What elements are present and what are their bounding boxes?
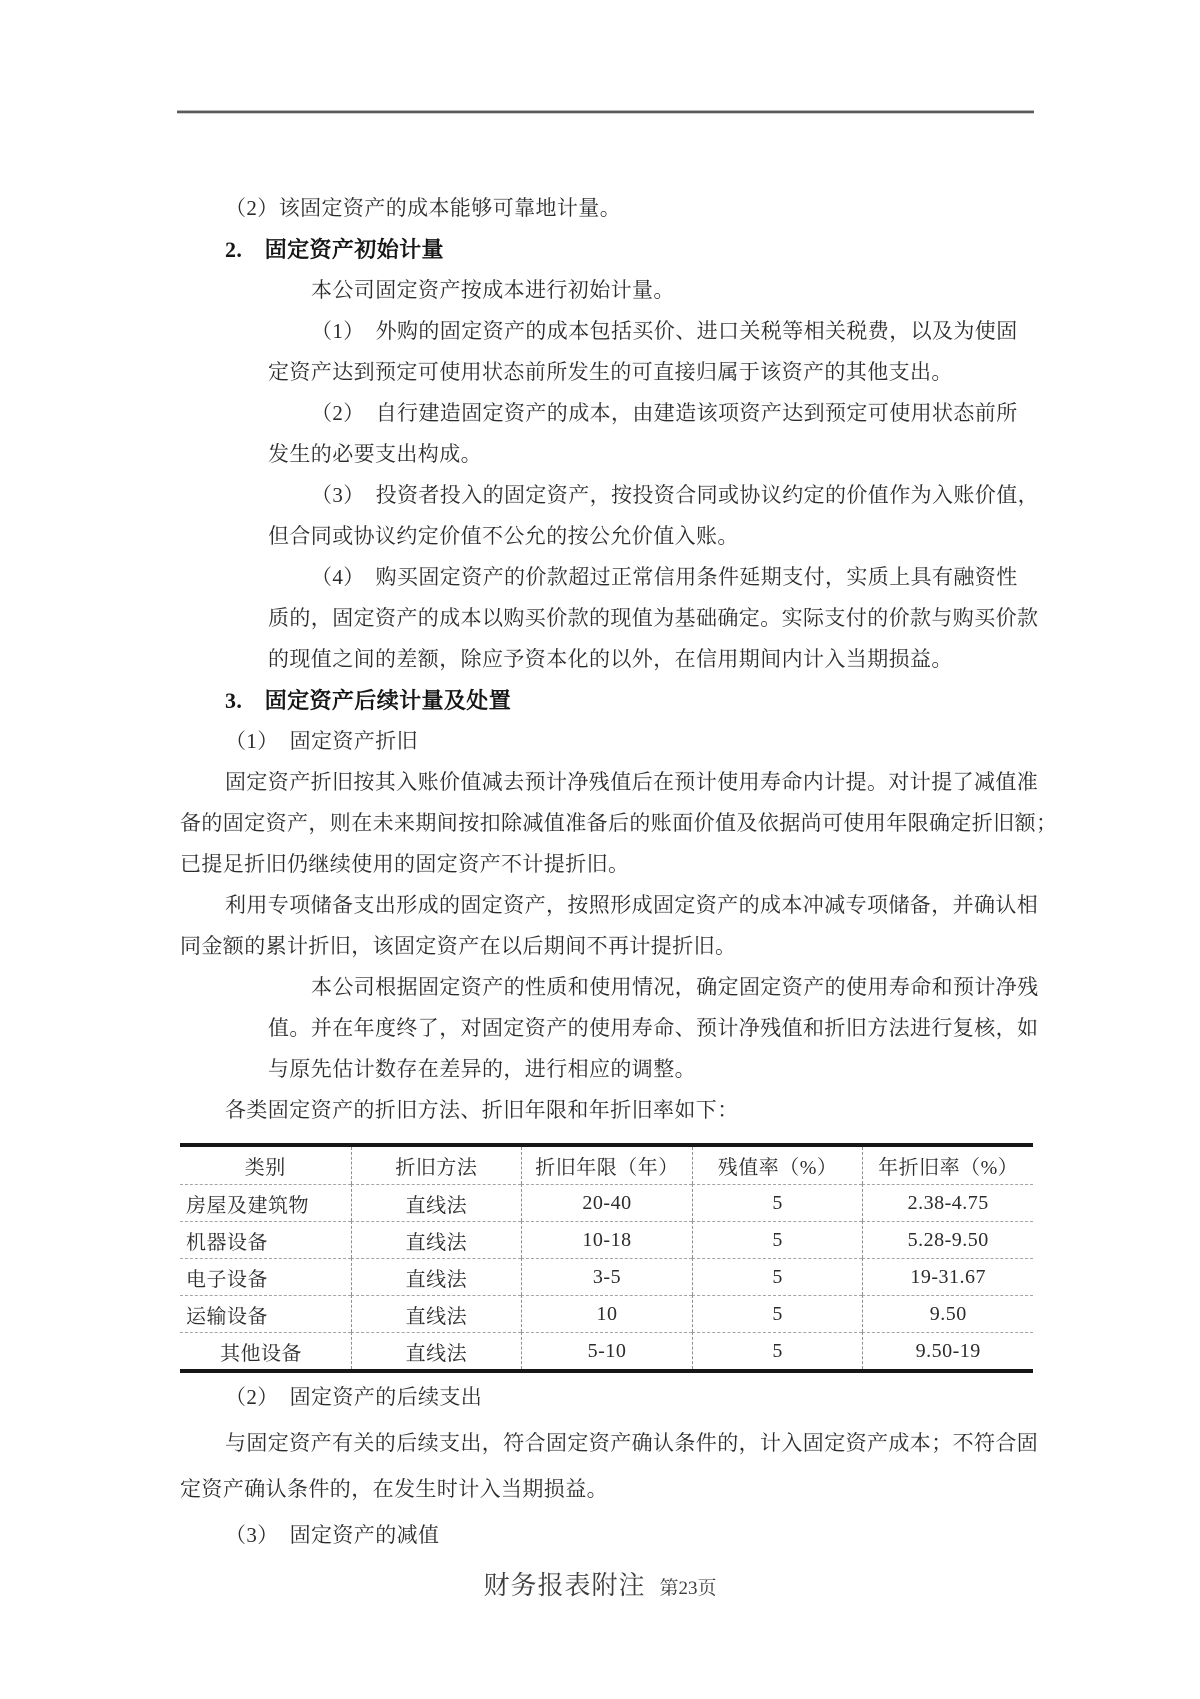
text-line: 备的固定资产，则在未来期间按扣除减值准备后的账面价值及依据尚可使用年限确定折旧额； [180, 811, 1058, 835]
table-cell: 10-18 [521, 1221, 692, 1258]
table-cell-category: 机器设备 [180, 1221, 351, 1258]
section-heading: 3. 固定资产后续计量及处置 [225, 688, 512, 713]
text-line: （3） 固定资产的减值 [225, 1523, 440, 1547]
footer-page-number: 第23页 [659, 1578, 717, 1599]
text-line: 各类固定资产的折旧方法、折旧年限和年折旧率如下： [225, 1098, 739, 1122]
footer-title: 财务报表附注 [483, 1571, 646, 1600]
table-header-cell: 年折旧率（%） [862, 1147, 1033, 1184]
table-cell: 9.50-19 [862, 1332, 1033, 1369]
table-cell: 5 [692, 1295, 863, 1332]
text-line: 本公司固定资产按成本进行初始计量。 [311, 278, 675, 302]
text-line: 同金额的累计折旧，该固定资产在以后期间不再计提折旧。 [180, 934, 737, 958]
table-cell: 3-5 [521, 1258, 692, 1295]
table-cell: 直线法 [351, 1184, 522, 1221]
body-text-block-after-table [180, 1374, 1039, 1558]
text-line: 但合同或协议约定价值不公允的按公允价值入账。 [268, 524, 739, 548]
table-header-cell: 折旧方法 [351, 1147, 522, 1184]
table-cell: 2.38-4.75 [862, 1184, 1033, 1221]
table-row [180, 1184, 1033, 1221]
table-cell-category: 运输设备 [180, 1295, 351, 1332]
table-cell-category: 其他设备 [180, 1332, 351, 1369]
table-row [180, 1332, 1033, 1369]
text-line: 质的，固定资产的成本以购买价款的现值为基础确定。实际支付的价款与购买价款 [268, 606, 1039, 630]
table-cell: 直线法 [351, 1295, 522, 1332]
table-cell-category: 电子设备 [180, 1258, 351, 1295]
text-line: 本公司根据固定资产的性质和使用情况，确定固定资产的使用寿命和预计净残 [311, 975, 1039, 999]
text-line: 固定资产折旧按其入账价值减去预计净残值后在预计使用寿命内计提。对计提了减值准 [225, 770, 1039, 794]
table-cell: 直线法 [351, 1221, 522, 1258]
depreciation-table [180, 1143, 1033, 1373]
text-line: （1） 固定资产折旧 [225, 729, 418, 753]
table-header-cell: 折旧年限（年） [521, 1147, 692, 1184]
page-footer [0, 1565, 1200, 1602]
text-line: （4） 购买固定资产的价款超过正常信用条件延期支付，实质上具有融资性 [311, 565, 1018, 589]
table-cell: 5 [692, 1258, 863, 1295]
text-line: 已提足折旧仍继续使用的固定资产不计提折旧。 [180, 852, 630, 876]
table-cell: 5 [692, 1332, 863, 1369]
text-line: 与原先估计数存在差异的，进行相应的调整。 [268, 1057, 696, 1081]
text-line: （2） 固定资产的后续支出 [225, 1385, 483, 1409]
table-row [180, 1258, 1033, 1295]
text-line: 值。并在年度终了，对固定资产的使用寿命、预计净残值和折旧方法进行复核，如 [268, 1016, 1039, 1040]
table-header-cell: 残值率（%） [692, 1147, 863, 1184]
table-cell: 19-31.67 [862, 1258, 1033, 1295]
text-line: 定资产达到预定可使用状态前所发生的可直接归属于该资产的其他支出。 [268, 360, 953, 384]
text-line: 的现值之间的差额，除应予资本化的以外，在信用期间内计入当期损益。 [268, 647, 953, 671]
page-header-rule [177, 110, 1034, 114]
table-header-row [180, 1147, 1033, 1184]
table-cell: 10 [521, 1295, 692, 1332]
text-line: 发生的必要支出构成。 [268, 442, 482, 466]
text-line: 利用专项储备支出形成的固定资产，按照形成固定资产的成本冲减专项储备，并确认相 [225, 893, 1039, 917]
table-cell: 5 [692, 1184, 863, 1221]
table-cell: 5.28-9.50 [862, 1221, 1033, 1258]
text-line: 定资产确认条件的，在发生时计入当期损益。 [180, 1477, 608, 1501]
table-cell: 5-10 [521, 1332, 692, 1369]
table-row [180, 1295, 1033, 1332]
table-cell: 9.50 [862, 1295, 1033, 1332]
table-cell: 20-40 [521, 1184, 692, 1221]
table-cell: 5 [692, 1221, 863, 1258]
text-line: （2） 自行建造固定资产的成本，由建造该项资产达到预定可使用状态前所 [311, 401, 1018, 425]
table-row [180, 1221, 1033, 1258]
text-line: （1） 外购的固定资产的成本包括买价、进口关税等相关税费，以及为使固 [311, 319, 1018, 343]
section-heading: 2. 固定资产初始计量 [225, 237, 444, 262]
text-line: （2）该固定资产的成本能够可靠地计量。 [225, 196, 622, 220]
body-text-block [180, 188, 1058, 1373]
table-header-cell: 类别 [244, 1157, 286, 1179]
text-line: 与固定资产有关的后续支出，符合固定资产确认条件的，计入固定资产成本；不符合固 [225, 1431, 1039, 1455]
text-line: （3） 投资者投入的固定资产，按投资合同或协议约定的价值作为入账价值， [311, 483, 1039, 507]
table-cell: 直线法 [351, 1258, 522, 1295]
table-cell-category: 房屋及建筑物 [180, 1184, 351, 1221]
table-cell: 直线法 [351, 1332, 522, 1369]
